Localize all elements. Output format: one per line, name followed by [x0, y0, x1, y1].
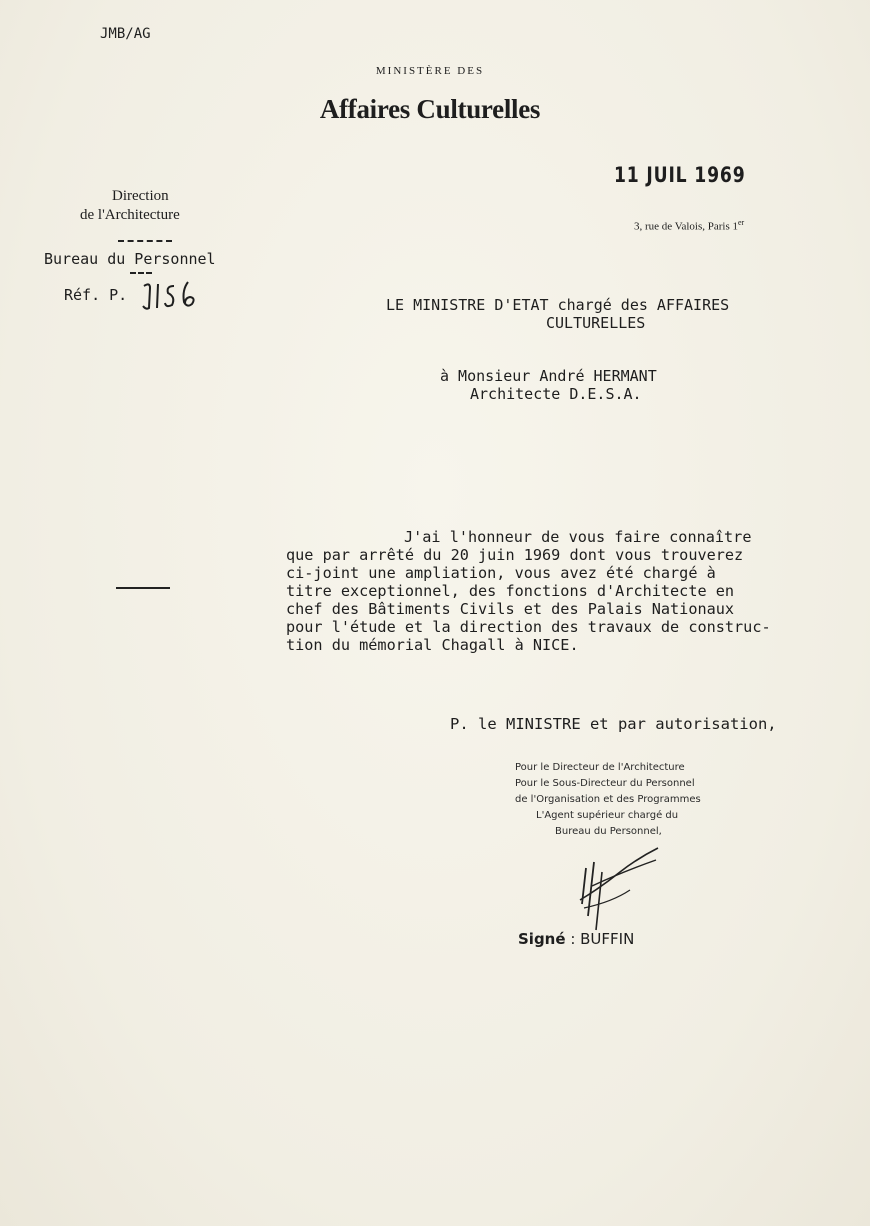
closing-line: P. le MINISTRE et par autorisation, — [450, 715, 777, 733]
reference-initials: JMB/AG — [100, 26, 151, 42]
stamp-line: de l'Organisation et des Programmes — [515, 794, 701, 805]
direction-line2: de l'Architecture — [80, 207, 180, 223]
date-stamp: 11 JUIL 1969 — [614, 163, 746, 187]
stamp-line: Pour le Sous-Directeur du Personnel — [515, 778, 695, 789]
stamp-line: Bureau du Personnel, — [555, 826, 662, 837]
signature-drawing — [572, 842, 672, 932]
recipient-name: à Monsieur André HERMANT — [440, 367, 657, 385]
ministry-name-line1: MINISTÈRE DES — [375, 65, 485, 77]
body-line: titre exceptionnel, des fonctions d'Architecte en — [286, 582, 735, 600]
reference-number-handwritten — [140, 278, 210, 319]
handwritten-signature — [572, 842, 672, 937]
body-line: que par arrêté du 20 juin 1969 dont vous trouverez — [286, 546, 744, 564]
reference-label: Réf. P. — [64, 286, 128, 304]
body-line: J'ai l'honneur de vous faire connaître — [404, 528, 752, 546]
sender-title-line1: LE MINISTRE D'ETAT chargé des AFFAIRES — [386, 296, 730, 314]
recipient-title: Architecte D.E.S.A. — [470, 385, 642, 403]
body-line: chef des Bâtiments Civils et des Palais Nationaux — [286, 600, 735, 618]
address-suffix: er — [737, 218, 745, 227]
stamp-line: L'Agent supérieur chargé du — [536, 810, 679, 821]
signed-by — [518, 930, 634, 948]
divider — [118, 240, 172, 242]
address-text: 3, rue de Valois, Paris 1 — [634, 220, 738, 233]
body-line: tion du mémorial Chagall à NICE. — [286, 636, 579, 654]
bureau-name: Bureau du Personnel — [44, 250, 216, 268]
signed-label: Signé — [518, 930, 566, 948]
ministry-address — [634, 218, 744, 233]
sender-title-line2: CULTURELLES — [546, 314, 646, 332]
divider — [130, 272, 152, 274]
margin-mark — [116, 587, 170, 589]
body-line: ci-joint une ampliation, vous avez été chargé à — [286, 564, 716, 582]
signed-name: BUFFIN — [580, 930, 635, 948]
ministry-name-line2: Affaires Culturelles — [319, 94, 541, 124]
stamp-line: Pour le Directeur de l'Architecture — [515, 762, 685, 773]
signed-separator: : — [565, 930, 581, 948]
handwritten-reference-drawing — [140, 278, 210, 312]
body-line: pour l'étude et la direction des travaux de construc- — [286, 618, 771, 636]
direction-line1: Direction — [112, 188, 169, 204]
